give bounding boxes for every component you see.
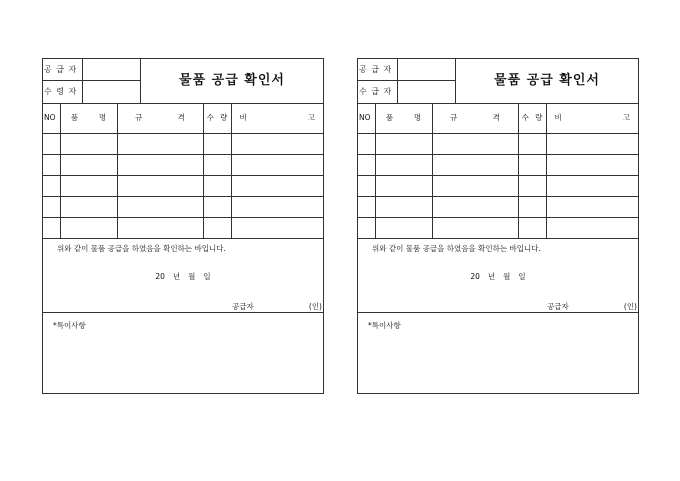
receiver-label: 수 령 자 (43, 81, 83, 103)
table-header-row (43, 103, 323, 133)
table-row[interactable] (358, 133, 638, 154)
seal-mark: (인) (623, 302, 637, 311)
table-row[interactable] (358, 217, 638, 238)
confirmation-text: 위와 같이 물품 공급을 하였음을 확인하는 바입니다. (57, 244, 226, 253)
supply-confirmation-form-right (357, 58, 639, 394)
special-notes-label: *특이사항 (53, 321, 86, 330)
col-header-qty: 수 량 (518, 103, 546, 133)
supplier-label: 공 급 자 (43, 59, 83, 81)
table-row[interactable] (43, 154, 323, 175)
table-row[interactable] (43, 133, 323, 154)
form-header (358, 59, 638, 104)
form-header (43, 59, 323, 104)
date-line: 20 년 월 일 (155, 272, 211, 281)
receiver-field[interactable] (398, 81, 456, 103)
special-notes-label: *특이사항 (368, 321, 401, 330)
receiver-label: 수 급 자 (358, 81, 398, 103)
col-header-no: NO (43, 103, 60, 133)
supplier-field[interactable] (398, 59, 456, 81)
col-header-qty: 수 량 (203, 103, 231, 133)
items-table (43, 103, 323, 239)
supplier-field[interactable] (83, 59, 141, 81)
date-line: 20 년 월 일 (470, 272, 526, 281)
table-row[interactable] (358, 196, 638, 217)
form-title: 물품 공급 확인서 (179, 73, 285, 88)
col-header-no: NO (358, 103, 375, 133)
receiver-field[interactable] (83, 81, 141, 103)
form-title: 물품 공급 확인서 (494, 73, 600, 88)
supply-confirmation-form-left (42, 58, 324, 394)
supplier-sign-label: 공급자 (232, 302, 254, 311)
table-row[interactable] (358, 154, 638, 175)
confirmation-section (358, 239, 638, 313)
supplier-label: 공 급 자 (358, 59, 398, 81)
seal-mark: (인) (308, 302, 322, 311)
table-row[interactable] (43, 217, 323, 238)
col-header-spec: 규 격 (117, 103, 203, 133)
col-header-note: 비 고 (231, 103, 323, 133)
table-row[interactable] (43, 175, 323, 196)
table-header-row (358, 103, 638, 133)
table-row[interactable] (43, 196, 323, 217)
confirmation-text: 위와 같이 물품 공급을 하였음을 확인하는 바입니다. (372, 244, 541, 253)
col-header-name: 품 명 (375, 103, 432, 133)
col-header-name: 품 명 (60, 103, 117, 133)
items-table (358, 103, 638, 239)
col-header-spec: 규 격 (432, 103, 518, 133)
supplier-sign-label: 공급자 (547, 302, 569, 311)
col-header-note: 비 고 (546, 103, 638, 133)
confirmation-section (43, 239, 323, 313)
table-row[interactable] (358, 175, 638, 196)
